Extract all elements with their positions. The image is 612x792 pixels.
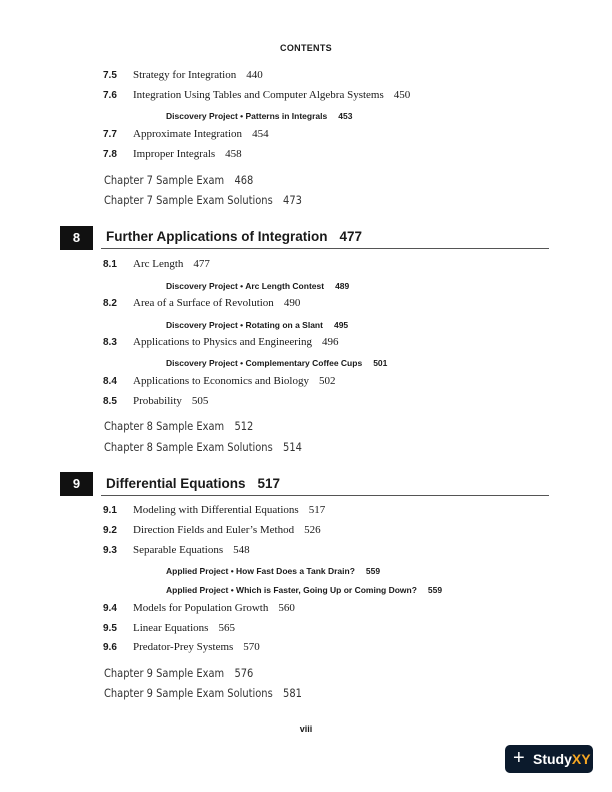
section-page: 570 <box>243 641 260 653</box>
project-entry[interactable] <box>166 111 352 123</box>
project-page: 489 <box>335 281 350 291</box>
section-number: 9.3 <box>103 545 117 556</box>
page-header: CONTENTS <box>280 43 332 53</box>
exam-page: 581 <box>283 686 302 700</box>
project-label: Discovery Project • Patterns in Integrals <box>166 111 328 121</box>
studyxy-badge[interactable] <box>505 745 593 773</box>
exam-label: Chapter 7 Sample Exam <box>104 173 225 187</box>
exam-entry[interactable] <box>104 193 302 207</box>
exam-page: 576 <box>234 666 254 680</box>
section-title: Linear Equations <box>133 622 209 634</box>
exam-label: Chapter 9 Sample Exam Solutions <box>104 686 273 700</box>
section-title: Direction Fields and Euler’s Method <box>133 524 295 536</box>
section-number: 9.6 <box>103 642 117 653</box>
section-title: Approximate Integration <box>133 128 243 140</box>
section-page: 505 <box>191 395 209 407</box>
exam-label: Chapter 8 Sample Exam Solutions <box>104 440 273 454</box>
project-entry[interactable] <box>166 585 442 597</box>
exam-entry[interactable] <box>104 686 302 700</box>
exam-label: Chapter 8 Sample Exam <box>104 419 225 433</box>
chapter-rule <box>101 495 549 496</box>
section-page: 454 <box>252 128 269 140</box>
exam-entry[interactable] <box>104 440 302 454</box>
section-page: 548 <box>233 544 250 556</box>
section-page: 440 <box>246 69 263 81</box>
chapter-title: Further Applications of Integration <box>106 229 328 244</box>
project-label: Discovery Project • Rotating on a Slant <box>166 320 323 330</box>
section-title: Applications to Economics and Biology <box>133 375 309 387</box>
project-entry[interactable] <box>166 566 380 578</box>
exam-page: 512 <box>234 419 254 433</box>
section-title: Integration Using Tables and Computer Algebra Systems <box>133 89 384 101</box>
section-number: 9.4 <box>103 603 117 614</box>
chapter-number-box: 8 <box>60 226 93 250</box>
section-number: 7.5 <box>103 70 117 81</box>
section-title: Area of a Surface of Revolution <box>133 297 274 309</box>
section-title: Predator-Prey Systems <box>133 641 234 653</box>
section-page: 496 <box>322 336 339 348</box>
section-number: 7.7 <box>103 129 117 140</box>
exam-page: 473 <box>283 193 302 207</box>
section-title: Modeling with Differential Equations <box>133 504 299 516</box>
brand-name <box>533 745 591 773</box>
page-number: viii <box>299 724 313 734</box>
section-number: 7.6 <box>103 90 117 101</box>
section-page: 526 <box>304 524 321 536</box>
exam-entry[interactable] <box>104 419 253 433</box>
chapter-heading[interactable] <box>106 229 362 244</box>
exam-entry[interactable] <box>104 173 253 187</box>
section-title: Applications to Physics and Engineering <box>133 336 313 348</box>
section-number: 8.5 <box>103 396 117 407</box>
chapter-rule <box>101 248 549 249</box>
project-entry[interactable] <box>166 281 349 293</box>
project-label: Discovery Project • Complementary Coffee Cups <box>166 358 363 368</box>
project-label: Applied Project • Which is Faster, Going Up or Coming Down? <box>166 585 417 595</box>
project-page: 559 <box>427 585 443 595</box>
exam-label: Chapter 9 Sample Exam <box>104 666 225 680</box>
section-title: Strategy for Integration <box>133 69 237 81</box>
section-number: 9.2 <box>103 525 117 536</box>
project-entry[interactable] <box>166 358 387 370</box>
exam-label: Chapter 7 Sample Exam Solutions <box>104 193 273 207</box>
section-title: Separable Equations <box>133 544 224 556</box>
section-page: 565 <box>218 622 235 634</box>
section-number: 9.5 <box>103 623 117 634</box>
project-entry[interactable] <box>166 320 348 332</box>
section-number: 8.4 <box>103 376 117 387</box>
section-page: 502 <box>318 375 336 387</box>
section-number: 8.1 <box>103 259 117 270</box>
section-page: 490 <box>283 297 301 309</box>
section-page: 560 <box>278 602 295 614</box>
project-page: 495 <box>333 320 349 330</box>
brand-main: Study <box>533 751 572 767</box>
project-label: Discovery Project • Arc Length Contest <box>166 281 325 291</box>
section-page: 517 <box>308 504 326 516</box>
chapter-heading[interactable] <box>106 476 280 491</box>
exam-entry[interactable] <box>104 666 253 680</box>
section-title: Probability <box>133 395 182 407</box>
section-number: 8.3 <box>103 337 117 348</box>
section-title: Arc Length <box>133 258 184 270</box>
section-number: 9.1 <box>103 505 117 516</box>
project-page: 501 <box>373 358 388 368</box>
section-title: Improper Integrals <box>133 148 216 160</box>
section-page: 450 <box>393 89 411 101</box>
project-label: Applied Project • How Fast Does a Tank Drain? <box>166 566 355 576</box>
chapter-page: 477 <box>339 229 363 244</box>
project-page: 559 <box>365 566 381 576</box>
chapter-page: 517 <box>257 476 281 491</box>
section-page: 458 <box>225 148 242 160</box>
section-number: 7.8 <box>103 149 117 160</box>
section-page: 477 <box>193 258 210 270</box>
chapter-title: Differential Equations <box>106 476 246 491</box>
chapter-number-box: 9 <box>60 472 93 496</box>
section-title: Models for Population Growth <box>133 602 269 614</box>
section-number: 8.2 <box>103 298 117 309</box>
exam-page: 468 <box>234 173 254 187</box>
plus-icon: + <box>513 747 525 769</box>
project-page: 453 <box>338 111 353 121</box>
exam-page: 514 <box>283 440 302 454</box>
brand-accent: XY <box>571 751 591 767</box>
